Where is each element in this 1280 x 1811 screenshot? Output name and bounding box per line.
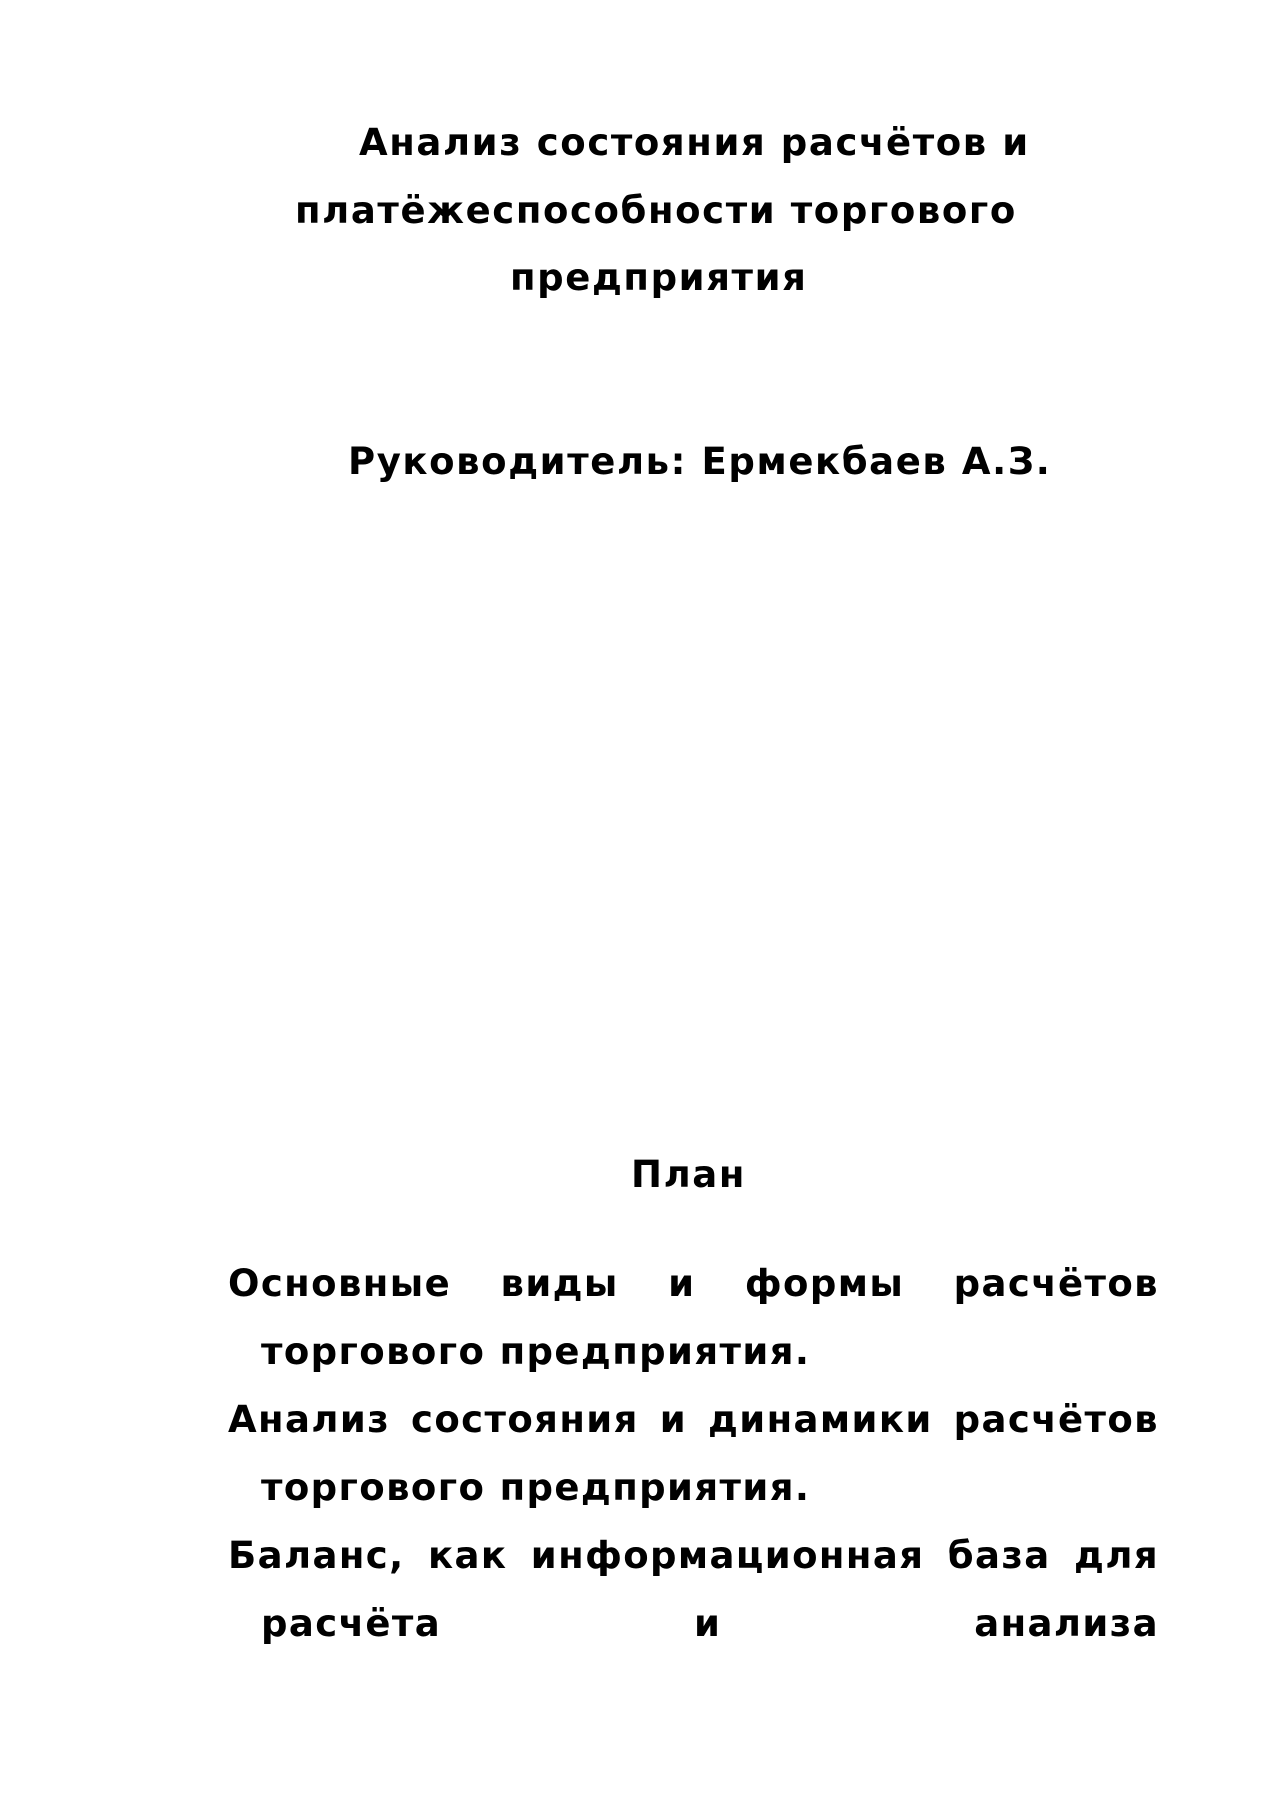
title-line-3: предприятия <box>510 256 808 299</box>
plan-item-2: Анализ состояния и динамики расчётов торгового предприятия. <box>228 1398 1159 1509</box>
title-line-1: Анализ состояния расчётов и <box>359 121 1030 164</box>
plan-item-3: Баланс, как информационная база для расчёта и анализа <box>228 1534 1159 1645</box>
plan-heading: План <box>631 1153 746 1196</box>
supervisor-line: Руководитель: Ермекбаев А.З. <box>348 440 1052 483</box>
plan-item-1: Основные виды и формы расчётов торгового предприятия. <box>228 1262 1159 1373</box>
title-line-2: платёжеспособности торгового <box>295 189 1017 232</box>
plan-list <box>228 1250 1159 1658</box>
